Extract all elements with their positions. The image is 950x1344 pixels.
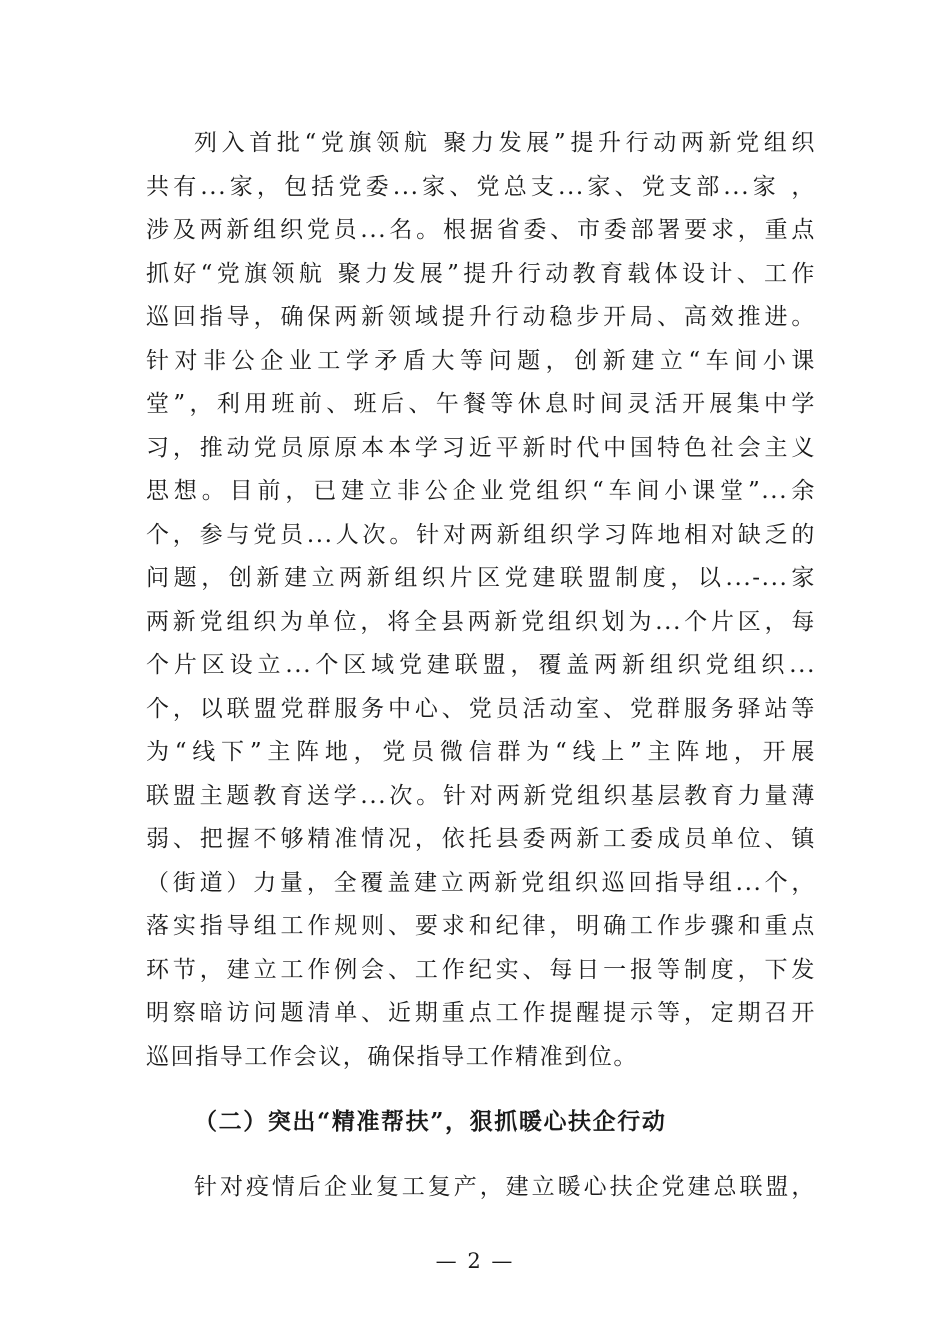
paragraph-line: 个片区设立...个区域党建联盟，覆盖两新组织党组织... [146, 652, 816, 678]
page-number: — 2 — [435, 1249, 515, 1273]
paragraph-line: 思想。目前，已建立非公企业党组织“车间小课堂”...余 [146, 478, 816, 504]
paragraph-line: 弱、把握不够精准情况，依托县委两新工委成员单位、镇 [146, 826, 816, 852]
paragraph-line: 堂”，利用班前、班后、午餐等休息时间灵活开展集中学 [146, 391, 816, 417]
paragraph-line: 两新党组织为单位，将全县两新党组织划为...个片区，每 [146, 608, 816, 635]
paragraph-line: 针对疫情后企业复工复产，建立暖心扶企党建总联盟， [194, 1174, 816, 1200]
paragraph-line: 明察暗访问题清单、近期重点工作提醒提示等，定期召开 [146, 1000, 816, 1026]
paragraph-line: 针对非公企业工学矛盾大等问题，创新建立“车间小课 [146, 347, 816, 374]
paragraph-line: 涉及两新组织党员...名。根据省委、市委部署要求，重点 [146, 217, 816, 243]
paragraph-line: （街道）力量，全覆盖建立两新党组织巡回指导组...个， [146, 869, 816, 896]
paragraph-line: 联盟主题教育送学...次。针对两新党组织基层教育力量薄 [146, 782, 816, 809]
paragraph-line: 列入首批“党旗领航 聚力发展”提升行动两新党组织 [194, 130, 816, 156]
paragraph-line: 巡回指导工作会议，确保指导工作精准到位。 [146, 1043, 638, 1070]
paragraph-line: 习，推动党员原原本本学习近平新时代中国特色社会主义 [146, 434, 816, 461]
paragraph-line: 环节，建立工作例会、工作纪实、每日一报等制度，下发 [146, 956, 816, 983]
paragraph-line: 落实指导组工作规则、要求和纪律，明确工作步骤和重点 [146, 913, 816, 939]
paragraph-line: 巡回指导，确保两新领域提升行动稳步开局、高效推进。 [146, 304, 816, 330]
paragraph-line: 问题，创新建立两新组织片区党建联盟制度，以...-...家 [146, 565, 816, 591]
paragraph-line: 为“线下”主阵地，党员微信群为“线上”主阵地，开展 [146, 739, 816, 765]
paragraph-line: 个，参与党员...人次。针对两新组织学习阵地相对缺乏的 [146, 521, 816, 548]
paragraph-line: 抓好“党旗领航 聚力发展”提升行动教育载体设计、工作 [146, 260, 816, 287]
paragraph-line: 共有...家，包括党委...家、党总支...家、党支部...家 ， [146, 173, 816, 200]
section-heading: （二）突出“精准帮扶”，狠抓暖心扶企行动 [194, 1108, 667, 1135]
paragraph-line: 个，以联盟党群服务中心、党员活动室、党群服务驿站等 [146, 695, 816, 722]
